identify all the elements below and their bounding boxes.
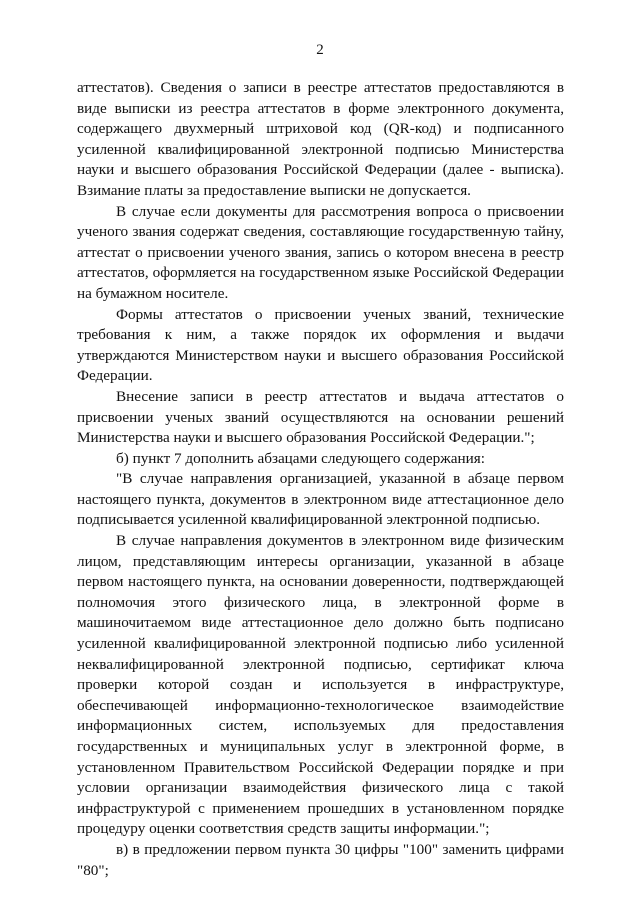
document-body [77,78,564,881]
paragraph-attestat-extract: аттестатов). Сведения о записи в реестре аттестатов предоставляются в виде выписки из реестра аттестатов в форме электронного документа, содержащего двухмерный штриховой код (QR-код) и подписанного усиленной квалифицированной электронной подписью Министерства науки и высшего образования Российской Федерации (далее - выписка). Взимание платы за предоставление выписки не допускается. [77,79,564,199]
paragraph-item-v: в) в предложении первом пункта 30 цифры "100" заменить цифрами "80"; [77,840,564,879]
page-number: 2 [316,42,324,58]
paragraph-forms: Формы аттестатов о присвоении ученых званий, технические требования к ним, а также порядок их оформления и выдачи утверждаются Министерством науки и высшего образования Российской Федерации. [77,305,564,385]
paragraph-organization-submission: "В случае направления организацией, указанной в абзаце первом настоящего пункта, документов в электронном виде аттестационное дело подписывается усиленной квалифицированной электронной подписью. [77,470,564,529]
paragraph-item-b: б) пункт 7 дополнить абзацами следующего содержания: [116,449,485,467]
paragraph-individual-submission: В случае направления документов в электронном виде физическим лицом, представляющим интересы организации, указанной в абзаце первом настоящего пункта, на основании доверенности, подтверждающей полномочия этого физического лица, в электронной форме в машиночитаемом виде аттестационное дело должно быть подписано усиленной квалифицированной электронной подписью либо усиленной неквалифицированной электронной подписью, сертификат ключа проверки которой создан и используется в инфраструктуре, обеспечивающей информационно-технологическое взаимодействие информационных систем, используемых для предоставления государственных и муниципальных услуг в электронной форме, в установленном Правительством Российской Федерации порядке и при условии организации взаимодействия физического лица с такой инфраструктурой с применением прошедших в установленном порядке процедуру оценки соответствия средств защиты информации."; [77,532,564,838]
paragraph-registry-entry: Внесение записи в реестр аттестатов и выдача аттестатов о присвоении ученых званий осуществляются на основании решений Министерства науки и высшего образования Российской Федерации."; [77,387,564,447]
paragraph-state-secret: В случае если документы для рассмотрения вопроса о присвоении ученого звания содержат сведения, составляющие государственную тайну, аттестат о присвоении ученого звания, запись о котором внесена в реестр аттестатов, оформляется на государственном языке Российской Федерации на бумажном носителе. [77,202,564,302]
